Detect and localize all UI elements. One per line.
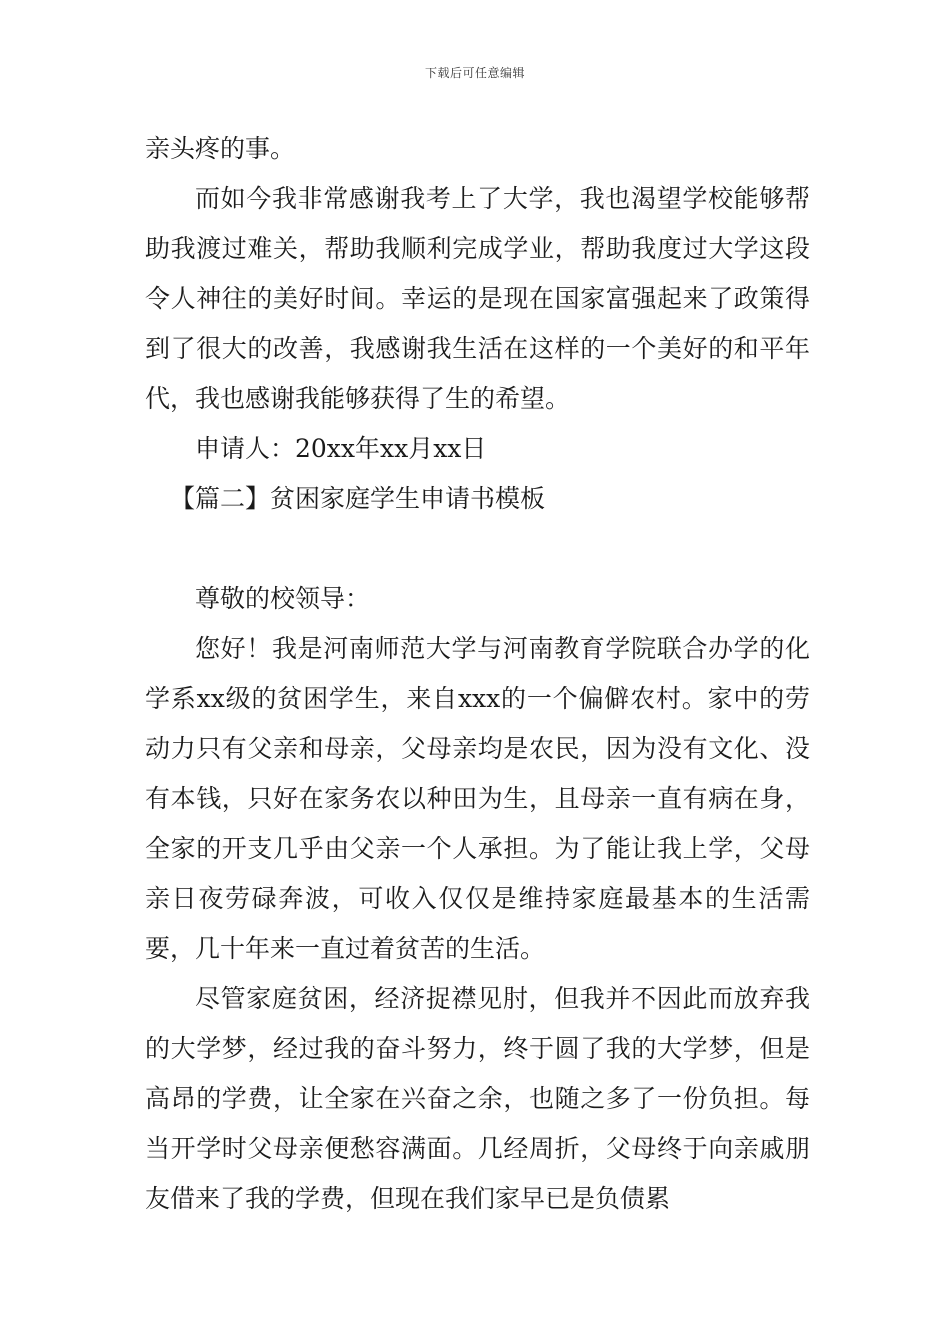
- document-body: [145, 124, 810, 1224]
- paragraph-introduction: 您好！我是河南师范大学与河南教育学院联合办学的化学系xx级的贫困学生，来自xxx的一个偏僻农村。家中的劳动力只有父亲和母亲，父母亲均是农民，因为没有文化、没有本钱，只好在家务农以种田为生，且母亲一直有病在身，全家的开支几乎由父亲一个人承担。为了能让我上学，父母亲日夜劳碌奔波，可收入仅仅是维持家庭最基本的生活需要，几十年来一直过着贫苦的生活。: [145, 634, 810, 963]
- section-heading: 【篇二】贫困家庭学生申请书模板: [170, 484, 546, 513]
- paragraph-gratitude: 而如今我非常感谢我考上了大学，我也渴望学校能够帮助我渡过难关，帮助我顺利完成学业，帮助我度过大学这段令人神往的美好时间。幸运的是现在国家富强起来了政策得到了很大的改善，我感谢我生活在这样的一个美好的和平年代，我也感谢我能够获得了生的希望。: [145, 184, 810, 413]
- paragraph-continuation: 亲头疼的事。: [145, 134, 296, 163]
- salutation: 尊敬的校领导：: [195, 584, 371, 613]
- blank-line: [145, 524, 810, 574]
- applicant-signature: 申请人：20xx年xx月xx日: [195, 434, 487, 463]
- page-header: 下载后可任意编辑: [424, 66, 525, 80]
- paragraph-hardship: 尽管家庭贫困，经济捉襟见肘，但我并不因此而放弃我的大学梦，经过我的奋斗努力，终于圆了我的大学梦，但是高昂的学费，让全家在兴奋之余，也随之多了一份负担。每当开学时父母亲便愁容满面。几经周折，父母终于向亲戚朋友借来了我的学费，但现在我们家早已是负债累: [145, 984, 810, 1213]
